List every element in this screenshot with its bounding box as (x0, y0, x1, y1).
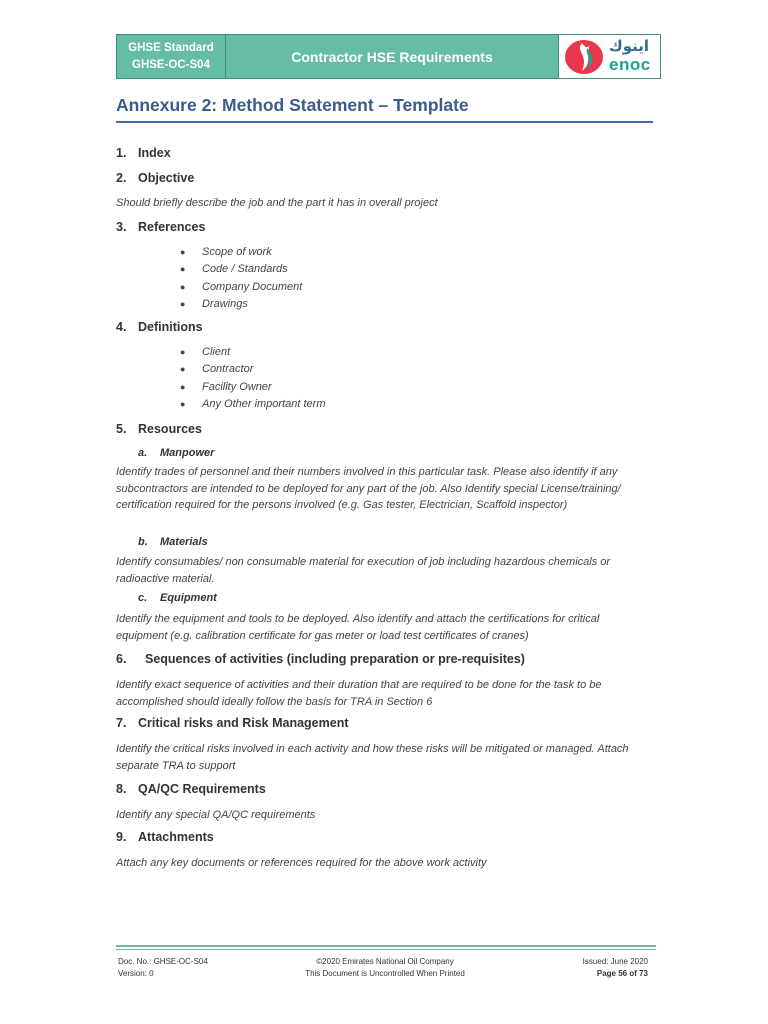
list-item: ● Contractor (180, 363, 254, 376)
enoc-flame-icon (563, 39, 605, 75)
references-list (180, 244, 302, 313)
footer-center (260, 956, 510, 980)
section-title: QA/QC Requirements (138, 782, 266, 796)
section-resources-heading (116, 422, 202, 436)
issued-date: Issued: June 2020 (582, 957, 648, 966)
section-title: Objective (138, 171, 195, 185)
equipment-text: Identify the equipment and tools to be deployed. Also identify and attach the certifications for critical equipment (e.g. calibration certificate for gas meter or load test certificates of cranes) (116, 613, 600, 642)
footer-right (520, 956, 648, 980)
section-qaqc-heading (116, 782, 266, 796)
list-item: ● Drawings (180, 297, 248, 310)
section-objective-heading (116, 171, 194, 185)
section-references-heading (116, 220, 205, 234)
section-title: Resources (138, 422, 202, 436)
section-number: 7. (116, 716, 127, 730)
section-attachments-heading (116, 830, 214, 844)
section-definitions-heading (116, 320, 203, 334)
materials-text: Identify consumables/ non consumable material for execution of job including hazardous chemicals or radioactive material. (116, 556, 611, 585)
list-item: ● Company Document (180, 280, 303, 293)
section-index-heading (116, 146, 171, 160)
standard-code: GHSE-OC-S04 (132, 58, 210, 71)
section-number: 4. (116, 320, 127, 334)
section-number: 8. (116, 782, 127, 796)
attachments-text: Attach any key documents or references required for the above work activity (116, 857, 487, 869)
section-title: Sequences of activities (including preparation or pre-requisites) (145, 652, 525, 666)
document-header (116, 34, 661, 79)
qaqc-text: Identify any special QA/QC requirements (116, 809, 316, 821)
copyright: ©2020 Emirates National Oil Company (316, 957, 454, 966)
subsection-equipment-heading: c. Equipment (138, 592, 217, 604)
list-item: ● Client (180, 346, 231, 358)
section-number: 5. (116, 422, 127, 436)
annex-title: Annexure 2: Method Statement – Template (116, 95, 469, 115)
section-title: Index (138, 146, 171, 160)
list-item: ● Facility Owner (180, 380, 272, 393)
section-risks-heading (116, 716, 349, 730)
sequences-text: Identify exact sequence of activities and their duration that are required to be done for the task to be accomplished should ideally follow the basis for TRA in Section 6 (116, 679, 602, 708)
section-number: 1. (116, 146, 127, 160)
manpower-text: Identify trades of personnel and their numbers involved in this particular task. Please also identify if any subcontractors are intended to be deployed for any part of the job. Also Identify special License/training/ certification required for the persons involved (e.g. Gas tester, Electrician, Scaffold inspector) (116, 466, 621, 511)
definitions-list (180, 344, 326, 413)
standard-box (116, 34, 226, 79)
logo-arabic-text: اينوك (609, 37, 650, 55)
company-logo (559, 34, 661, 79)
section-sequences-heading (116, 652, 525, 666)
section-title: Critical risks and Risk Management (138, 716, 349, 730)
section-number: 9. (116, 830, 127, 844)
section-number: 3. (116, 220, 127, 234)
standard-name: GHSE Standard (128, 41, 214, 54)
list-item: ● Any Other important term (180, 397, 326, 410)
section-number: 2. (116, 171, 127, 185)
objective-text: Should briefly describe the job and the part it has in overall project (116, 197, 438, 209)
section-title: Definitions (138, 320, 203, 334)
footer-left (118, 956, 208, 980)
footer-rule (116, 945, 656, 947)
subsection-manpower-heading: a. Manpower (138, 447, 215, 459)
subsection-materials-heading: b. Materials (138, 536, 208, 548)
logo-english-text: enoc (609, 55, 651, 74)
uncontrolled-notice: This Document is Uncontrolled When Printed (305, 969, 465, 978)
doc-number: Doc. No.: GHSE-OC-S04 (118, 957, 208, 966)
title-underline (116, 121, 653, 123)
footer-rule-thin (116, 949, 656, 950)
header-title: Contractor HSE Requirements (226, 34, 559, 79)
section-number: 6. (116, 652, 127, 666)
risks-text: Identify the critical risks involved in each activity and how these risks will be mitigated or managed. Attach separate TRA to support (116, 743, 629, 772)
version: Version: 0 (118, 969, 154, 978)
list-item: ● Code / Standards (180, 263, 288, 276)
page-number: Page 56 of 73 (596, 969, 648, 978)
section-title: References (138, 220, 206, 234)
list-item: ● Scope of work (180, 246, 272, 258)
section-title: Attachments (138, 830, 214, 844)
